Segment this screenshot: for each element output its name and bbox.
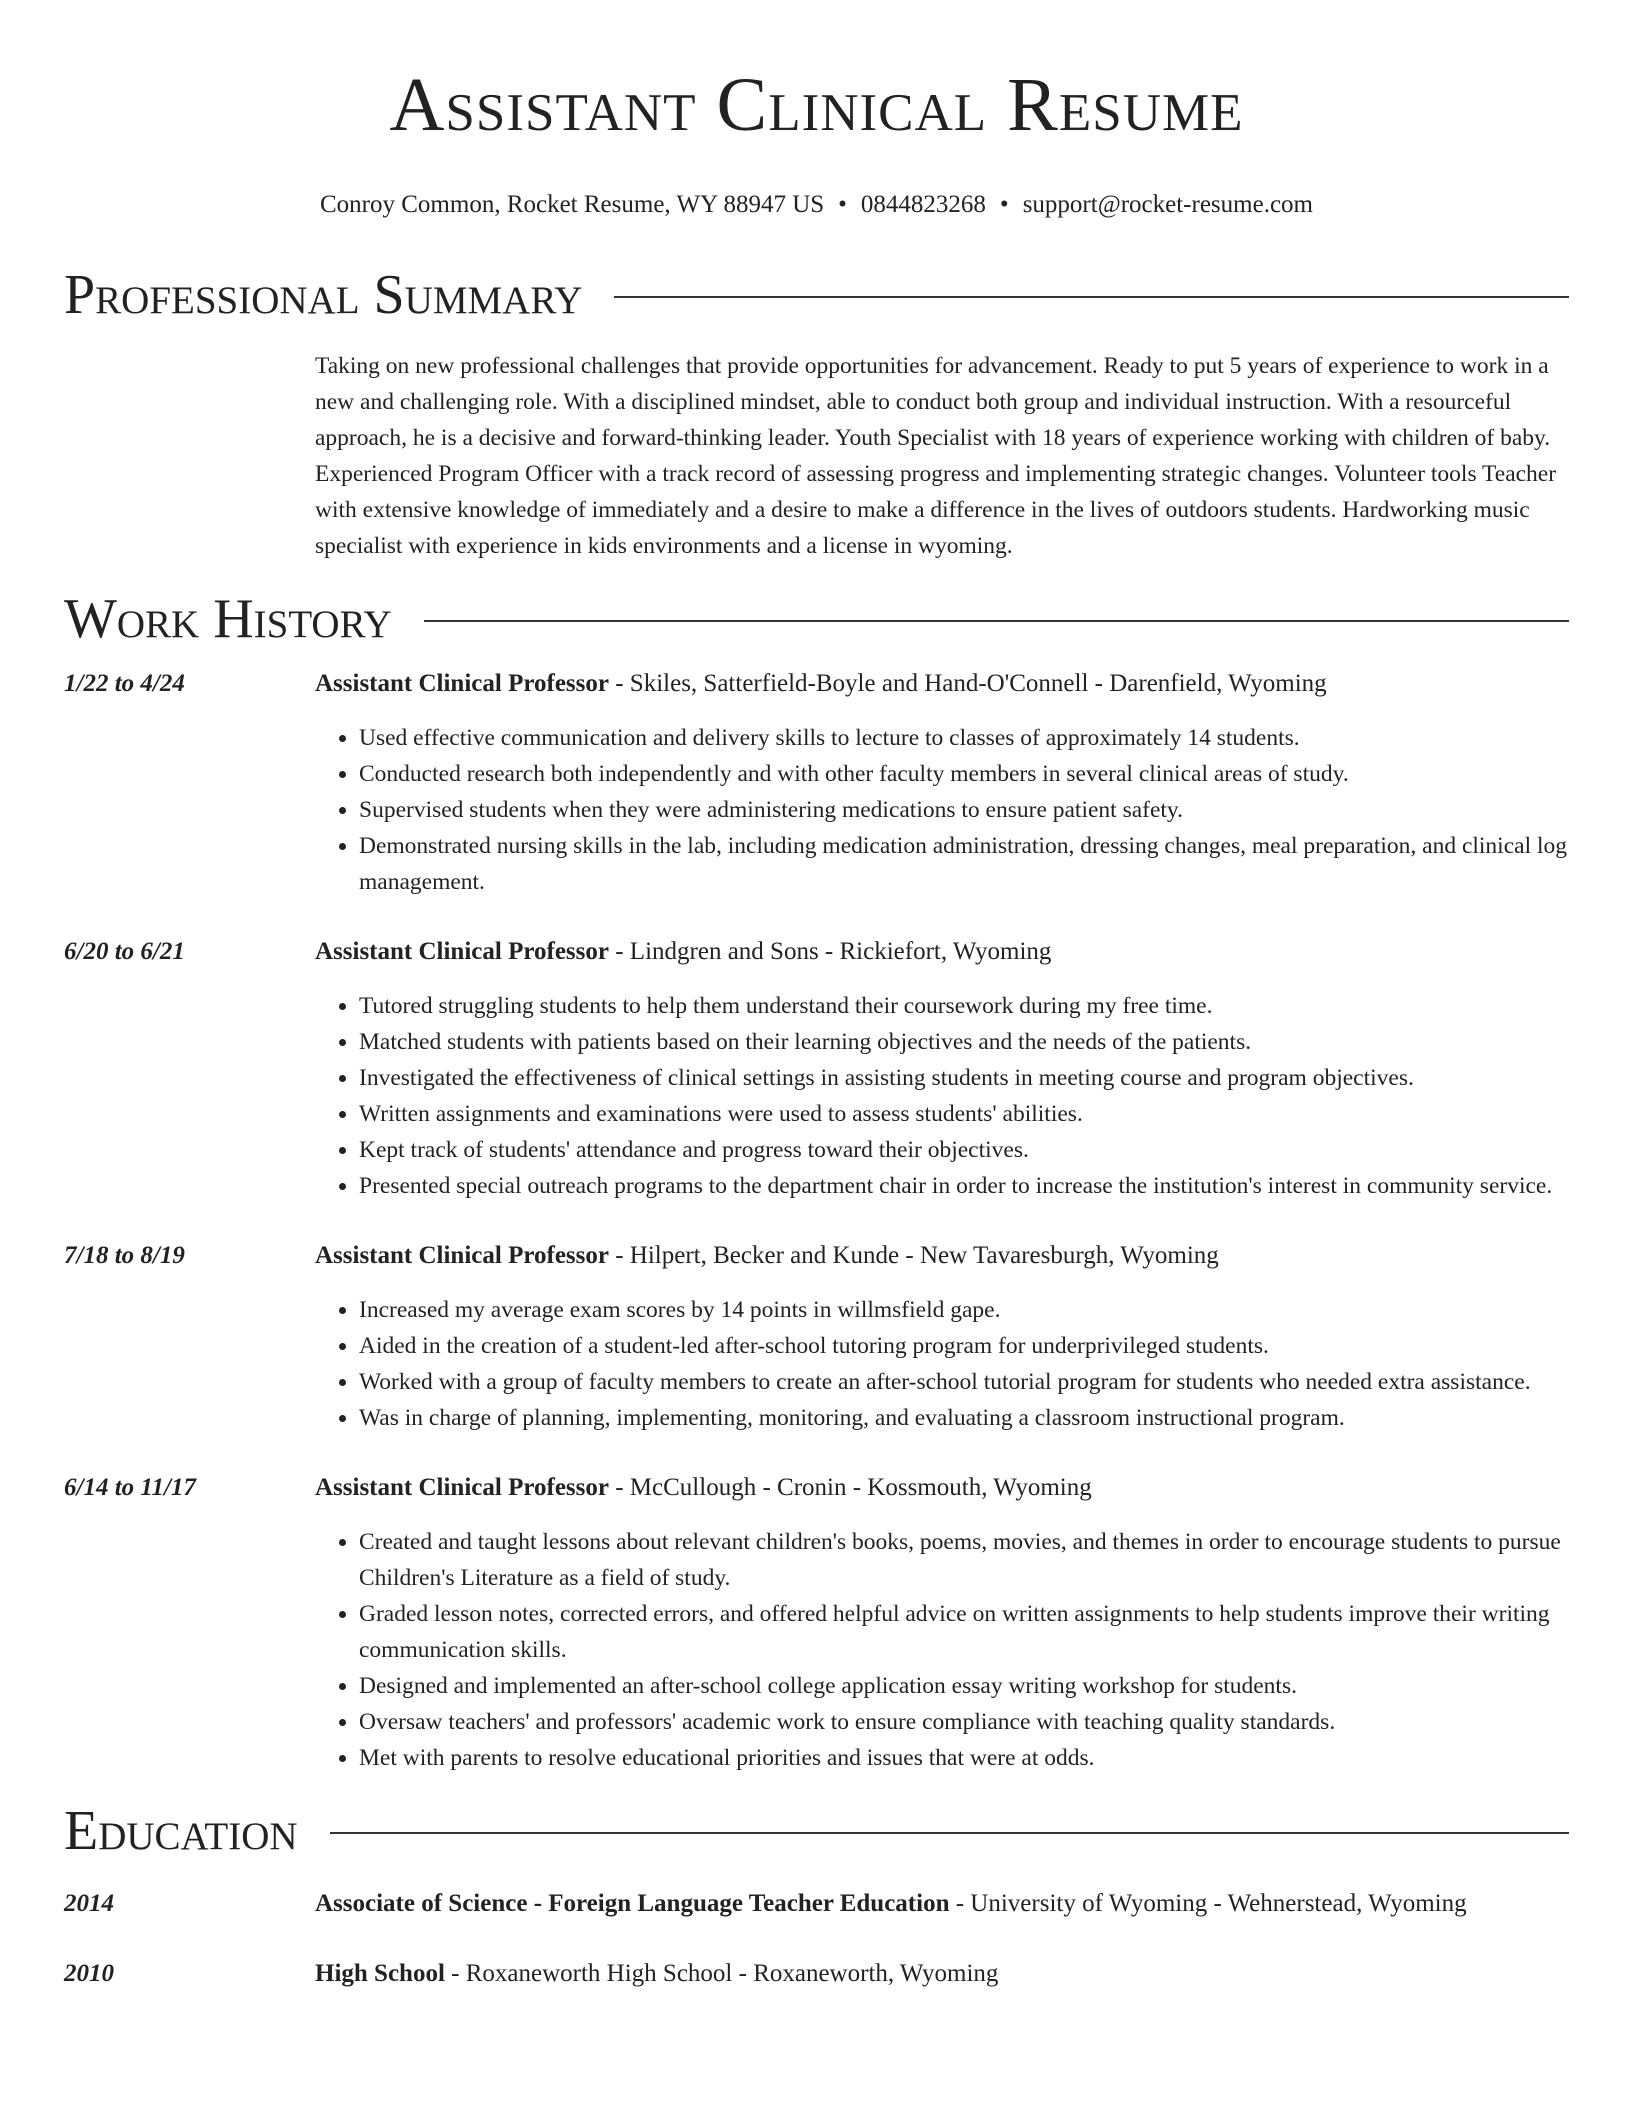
job-bullet: • Conducted research both independently and with other faculty members in several clinical areas of study. [359,756,1569,792]
education-details: - Roxaneworth High School - Roxaneworth, Wyoming [444,1960,999,1987]
job-dates: 1/22 to 4/24 [64,670,185,697]
education-year: 2014 [64,1890,114,1917]
job-bullet: • Used effective communication and delivery skills to lecture to classes of approximately 14 students. [359,720,1569,756]
contact-line [64,188,1569,222]
job-bullet: • Oversaw teachers' and professors' academic work to ensure compliance with teaching quality standards. [359,1704,1569,1740]
job-bullet: • Created and taught lessons about relevant children's books, poems, movies, and themes in order to encourage students to pursue Children's Literature as a field of study. [359,1524,1569,1596]
job-bullets [315,988,1569,1204]
contact-separator: • [999,191,1009,218]
summary-section-header [64,262,1569,328]
job-body [315,934,1569,1204]
contact-address: Conroy Common, Rocket Resume, WY 88947 US [320,191,825,218]
contact-email: support@rocket-resume.com [1022,191,1313,218]
education-heading [315,1956,1569,1992]
education-details: - University of Wyoming - Wehnerstead, Wyoming [949,1890,1467,1917]
education-year: 2010 [64,1960,114,1987]
education-section-header [64,1798,1569,1864]
job-details: - Skiles, Satterfield-Boyle and Hand-O'Connell - Darenfield, Wyoming [608,670,1327,697]
job-bullet: • Matched students with patients based on their learning objectives and the needs of the patients. [359,1024,1569,1060]
job-bullet: • Designed and implemented an after-school college application essay writing workshop for students. [359,1668,1569,1704]
job-bullet: • Tutored struggling students to help them understand their coursework during my free time. [359,988,1569,1024]
education-heading [315,1886,1569,1922]
job-bullet: • Presented special outreach programs to the department chair in order to increase the institution's interest in community service. [359,1168,1569,1204]
job-bullet: • Was in charge of planning, implementing, monitoring, and evaluating a classroom instructional program. [359,1400,1569,1436]
job-bullet: • Demonstrated nursing skills in the lab, including medication administration, dressing changes, meal preparation, and clinical log management. [359,828,1569,900]
job-role: Assistant Clinical Professor [315,938,609,965]
job-dates: 6/14 to 11/17 [64,1474,196,1501]
job-bullet: • Investigated the effectiveness of clinical settings in assisting students in meeting course and program objectives. [359,1060,1569,1096]
job-body [315,666,1569,900]
section-divider [330,1832,1569,1834]
job-heading [315,934,1569,970]
job-details: - Lindgren and Sons - Rickiefort, Wyoming [608,938,1052,965]
job-dates: 7/18 to 8/19 [64,1242,185,1269]
contact-separator: • [838,191,847,218]
summary-text: Taking on new professional challenges that provide opportunities for advancement. Ready to put 5 years of experience to work in a new and challenging role. With a disciplined mindset, able to conduct both group and individual instruction. With a resourceful approach, he is a decisive and forward-thinking leader. Youth Specialist with 18 years of experience working with children of baby. Experienced Program Officer with a track record of assessing progress and implementing strategic changes. Volunteer tools Teacher with extensive knowledge of immediately and a desire to make a difference in the lives of outdoors students. Hardworking music specialist with experience in kids environments and a license in wyoming. [315,353,1557,559]
job-entry [64,1470,1569,1776]
work-section-title: Work History [64,588,392,650]
job-details: - Hilpert, Becker and Kunde - New Tavaresburgh, Wyoming [608,1242,1219,1269]
education-degree: Associate of Science - Foreign Language Teacher Education [315,1890,950,1917]
resume-title: Assistant Clinical Resume [389,63,1244,147]
education-entry [64,1886,1569,1922]
education-degree: High School [315,1960,445,1987]
job-bullet: • Met with parents to resolve educational priorities and issues that were at odds. [359,1740,1569,1776]
job-bullet: • Increased my average exam scores by 14 points in willmsfield gape. [359,1292,1569,1328]
job-dates: 6/20 to 6/21 [64,938,185,965]
job-bullets [315,720,1569,900]
job-bullet: • Aided in the creation of a student-led after-school tutoring program for underprivileged students. [359,1328,1569,1364]
job-bullet: • Supervised students when they were administering medications to ensure patient safety. [359,792,1569,828]
education-body [315,1886,1569,1922]
resume-page [64,0,1569,1992]
contact-phone: 0844823268 [860,191,986,218]
education-section-title: Education [64,1800,298,1862]
section-divider [424,620,1569,622]
job-bullet: • Worked with a group of faculty members to create an after-school tutorial program for students who needed extra assistance. [359,1364,1569,1400]
job-bullets [315,1292,1569,1436]
job-role: Assistant Clinical Professor [315,1474,609,1501]
section-divider [614,296,1569,298]
job-bullet: • Kept track of students' attendance and progress toward their objectives. [359,1132,1569,1168]
job-role: Assistant Clinical Professor [315,1242,609,1269]
job-heading [315,1470,1569,1506]
job-entry [64,1238,1569,1436]
job-bullet: • Written assignments and examinations were used to assess students' abilities. [359,1096,1569,1132]
job-heading [315,666,1569,702]
job-body [315,1470,1569,1776]
job-bullets [315,1524,1569,1776]
work-section-header [64,586,1569,652]
job-role: Assistant Clinical Professor [315,670,609,697]
education-entry [64,1956,1569,1992]
job-details: - McCullough - Cronin - Kossmouth, Wyoming [608,1474,1092,1501]
job-heading [315,1238,1569,1274]
job-body [315,1238,1569,1436]
education-body [315,1956,1569,1992]
summary-section-title: Professional Summary [64,264,583,326]
job-entry [64,934,1569,1204]
job-entry [64,666,1569,900]
job-bullet: • Graded lesson notes, corrected errors, and offered helpful advice on written assignments to help students improve their writing communication skills. [359,1596,1569,1668]
